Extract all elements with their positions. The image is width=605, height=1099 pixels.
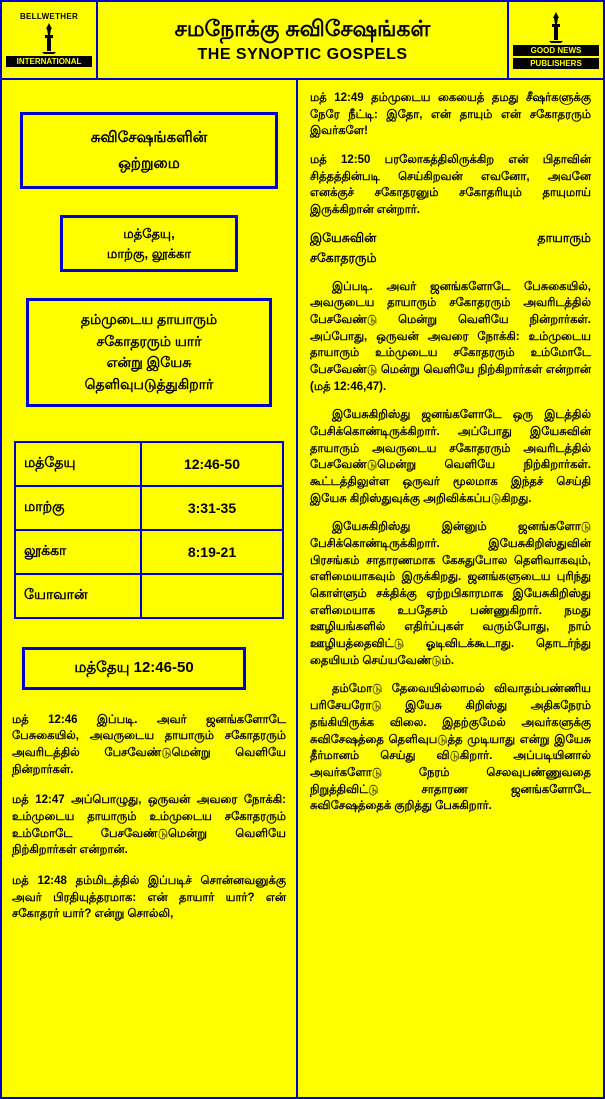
table-row: [15, 442, 283, 486]
verse-paragraph: மத் 12:47 அப்பொழுது, ஒருவன் அவரை நோக்கி: உம்முடைய தாயாரும் உம்முடைய சகோதரரும் உம்மோடே பேசவேண்டுமென்று வெளியே நிற்கிறார்கள் என்றான்.: [12, 794, 286, 857]
section-heading-line2: சகோதரரும்: [310, 250, 377, 265]
table-row: [15, 530, 283, 574]
gospel-name: லூக்கா: [15, 530, 141, 574]
passage-heading-box: [22, 647, 246, 690]
title-block: [98, 2, 507, 78]
table-row: [15, 574, 283, 618]
logo-left-name: BELLWETHER: [19, 12, 79, 22]
logo-right-sub: PUBLISHERS: [513, 58, 599, 69]
gospel-name: மாற்கு: [15, 486, 141, 530]
books-box-line2: மாற்கு, லூக்கா: [106, 245, 192, 261]
page-title-tamil: சமநோக்கு சுவிசேஷங்கள்: [174, 15, 431, 41]
verse-paragraph: மத் 12:48 தம்மிடத்தில் இப்படிச் சொன்னவனுக்கு அவர் பிரதியுத்தரமாக: என் தாயார் யார்? என் சகோதரர் யார்? என்று சொல்லி,: [12, 875, 286, 921]
body-paragraph: இயேசுகிறிஸ்து ஜனங்களோடே ஒரு இடத்தில் பேசிக்கொண்டிருக்கிறார். அப்போது இயேசுவின் தாயாரும் அவருடைய சகோதரரும் அவரிடத்தில் பேசவேண்டுமென்று வெளியே நிற்கிறார்கள். கூட்டத்திலுள்ள ஒருவர் மூலமாக இந்தச் செய்தி இயேசு கிறிஸ்துவுக்கு அறிவிக்கப்படுகிறது.: [310, 409, 591, 505]
gospel-reference: [141, 574, 283, 618]
page-title-english: THE SYNOPTIC GOSPELS: [197, 46, 408, 64]
logo-right-name: GOOD NEWS: [513, 45, 599, 56]
content-columns: [2, 80, 603, 1097]
torch-icon: [34, 22, 64, 54]
theme-box-line2: சகோதரரும் யார்: [96, 332, 202, 349]
section-heading-part1: இயேசுவின்: [310, 230, 377, 245]
passage-heading: மத்தேயு 12:46-50: [24, 649, 244, 688]
right-column: [298, 80, 603, 1097]
gospel-reference: 12:46-50: [141, 442, 283, 486]
publisher-logo-right: [507, 2, 603, 78]
body-paragraph: தம்மோடு தேவையில்லாமல் விவாதம்பண்ணிய பரிசேயரோடு இயேசு கிறிஸ்து அதிகநேரம் தங்கியிருக்க விலை. இதற்குமேல் அவர்களுக்கு சுவிசேஷத்தை தெளிவுபடுத்த முடியாது என்று இயேசு தீர்மானம் செய்து விடுகிறார். அப்படியினால் அவர்களோடு நேரம் செலவுபண்ணுவதை நிறுத்திவிட்டு சாதாரண ஜனங்களோடே சுவிசேஷத்தைக் குறித்து பேசுகிறார்.: [310, 683, 591, 813]
gospel-reference: 8:19-21: [141, 530, 283, 574]
theme-box-line3: என்று இயேசு: [106, 354, 192, 371]
logo-left-sub: INTERNATIONAL: [6, 56, 92, 67]
table-row: [15, 486, 283, 530]
books-box-line1: மத்தேயு,: [123, 226, 175, 241]
body-paragraph: இப்படி. அவர் ஜனங்களோடே பேசுகையில், அவருடைய தாயாரும் சகோதரரும் அவரிடத்தில் பேசவேண்டு மென்று வெளியே நின்றார்கள். அப்போது, ஒருவன் அவரை நோக்கி: உம்முடைய தாயாரும் உம்முடைய சகோதரரும் உம்மோடே பேசவேண்டு மென்று வெளியே நிற்கிறார்கள் என்றான் (மத் 12:46,47).: [310, 280, 591, 393]
theme-box-line1: தம்முடைய தாயாரும்: [80, 311, 218, 327]
page-header: [2, 2, 603, 80]
gospel-reference-table: [14, 441, 284, 619]
left-column: [2, 80, 298, 1097]
section-heading-part2: தாயாரும்: [537, 230, 591, 245]
unity-box-line1: சுவிசேஷங்களின்: [90, 129, 208, 146]
unity-box: [20, 112, 278, 189]
verse-paragraph: மத் 12:46 இப்படி. அவர் ஜனங்களோடே பேசுகையில், அவருடைய தாயாரும் சகோதரரும் அவரிடத்தில் பேசவேண்டுமென்று வெளியே நின்றார்கள்.: [12, 713, 286, 776]
theme-box: [26, 298, 272, 407]
body-paragraph: இயேசுகிறிஸ்து இன்னும் ஜனங்களோடு பேசிக்கொண்டிருக்கிறார். இயேசுகிறிஸ்துவின் பிரசங்கம் சாதாரணமாக கேசுதுபோல தெளிவாகவும், எளிமையாகவும் இருக்கிறது. ஜனங்களுடைய புரிந்து கொள்ளும் சக்திக்கு ஏற்றபிகாரமாக இயேசுகிறிஸ்து எளிமையாக உபதேசம் பண்ணுகிறார். நமது ஊழியங்களில் எதிர்ப்புகள் வரும்போது, நாம் ஊழியத்தைவிட்டு ஓடிவிடக்கூடாது. தொடர்ந்து தையியம் செய்யவேண்டும்.: [310, 521, 591, 667]
torch-icon: [541, 11, 571, 43]
section-heading: [310, 231, 591, 247]
gospel-reference: 3:31-35: [141, 486, 283, 530]
publisher-logo-left: [2, 2, 98, 78]
gospel-name: மத்தேயு: [15, 442, 141, 486]
books-box: [60, 215, 238, 272]
verse-paragraph: மத் 12:49 தம்முடைய கையைத் தமது சீஷர்களுக்கு நேரே நீட்டி: இதோ, என் தாயும் என் சகோதரரும் இவர்களே!: [310, 92, 591, 138]
gospel-name: யோவான்: [15, 574, 141, 618]
theme-box-line4: தெளிவுபடுத்துகிறார்: [84, 376, 214, 393]
unity-box-line2: ஒற்றுமை: [118, 154, 180, 172]
verse-paragraph: மத் 12:50 பரலோகத்திலிருக்கிற என் பிதாவின் சித்தத்தின்படி செய்கிறவன் எவனோ, அவனே எனக்குச் சகோதரனும் சகோதரியும் தாயுமாய் இருக்கிறான் என்றார்.: [310, 154, 591, 217]
